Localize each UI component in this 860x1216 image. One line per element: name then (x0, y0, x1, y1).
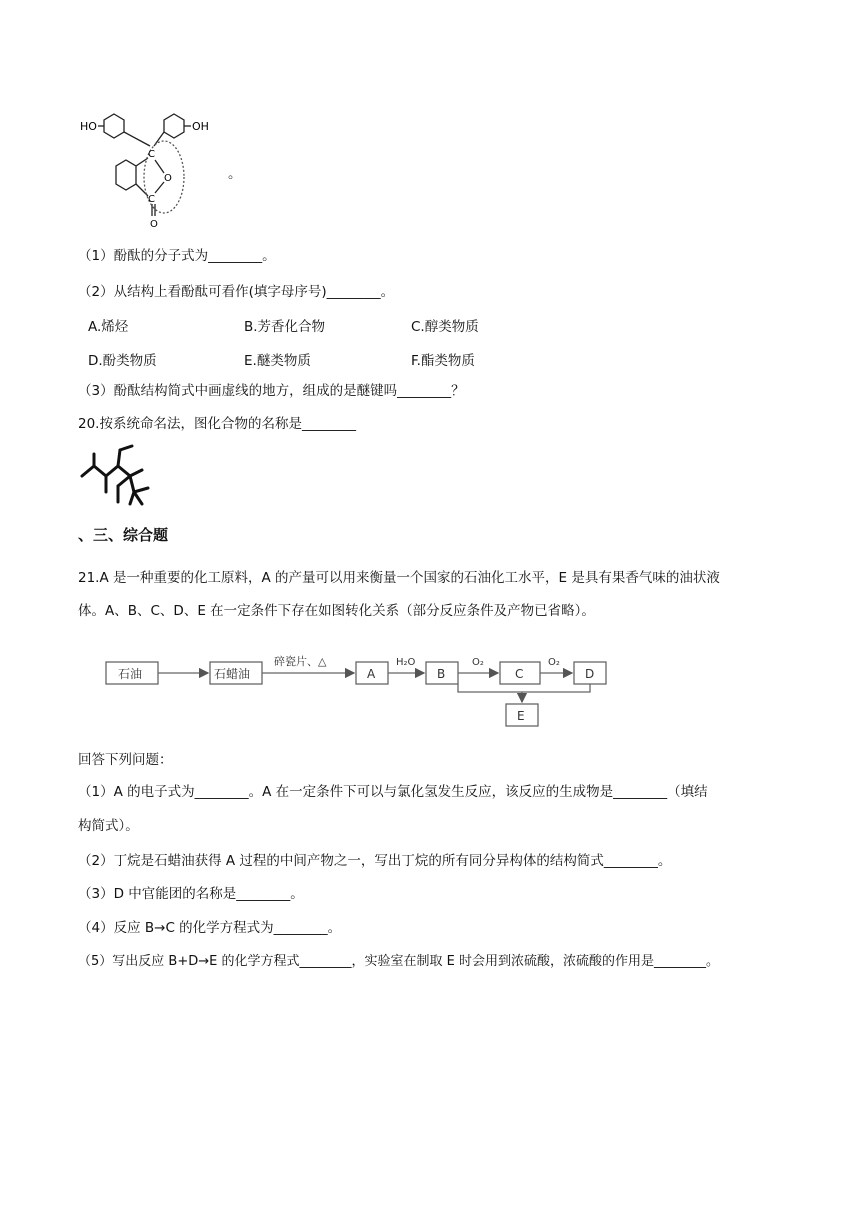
box-b-label: B (437, 667, 446, 681)
box-a-label: A (367, 667, 376, 681)
q21-sub1-line2: 构简式）。 (78, 818, 139, 834)
skeletal-formula (78, 442, 168, 510)
right-phenol-ring (164, 114, 184, 138)
q19-option-a: A.烯烃 (88, 319, 129, 335)
answer-prompt: 回答下列问题： (78, 752, 173, 768)
q19-option-c: C.醇类物质 (411, 319, 479, 335)
left-phenol-ring (104, 114, 124, 138)
water-condition: H₂O (396, 657, 416, 668)
oh-label: OH (192, 120, 209, 133)
q21-intro-line1: 21.A 是一种重要的化工原料，A 的产量可以用来衡量一个国家的石油化工水平，E 是具有果香气味的油状液 (78, 570, 720, 586)
benzo-ring (116, 160, 136, 190)
q19-option-f: F.酯类物质 (411, 353, 475, 369)
q19-part2: （2）从结构上看酚酞可看作(填字母序号)________。 (78, 284, 395, 300)
box-paraffin-label: 石蜡油 (214, 667, 251, 681)
q19-option-e: E.醚类物质 (244, 353, 311, 369)
q20-text: 20.按系统命名法，图化合物的名称是________ (78, 416, 356, 432)
atom-c-top: C (148, 149, 155, 160)
q21-sub4: （4）反应 B→C 的化学方程式为________。 (78, 920, 342, 936)
q21-sub5: （5）写出反应 B+D→E 的化学方程式________，实验室在制取 E 时会用到浓硫酸，浓硫酸的作用是________。 (78, 954, 719, 969)
cracking-condition: 碎瓷片、△ (274, 655, 327, 668)
q21-sub3: （3）D 中官能团的名称是________。 (78, 886, 304, 902)
ho-label: HO (80, 120, 97, 133)
box-c-label: C (515, 667, 524, 681)
q19-option-d: D.酚类物质 (88, 353, 157, 369)
atom-o-carbonyl: O (150, 219, 158, 230)
atom-o: O (164, 173, 172, 184)
box-e-label: E (517, 709, 525, 723)
structure-trailing-mark: 。 (228, 166, 242, 182)
oxygen-condition-1: O₂ (472, 657, 484, 668)
oxygen-condition-2: O₂ (548, 657, 560, 668)
reaction-flow-diagram (100, 652, 620, 730)
phenolphthalein-structure (78, 108, 248, 233)
q21-intro-line2: 体。A、B、C、D、E 在一定条件下存在如图转化关系（部分反应条件及产物已省略）。 (78, 603, 595, 619)
q21-sub2: （2）丁烷是石蜡油获得 A 过程的中间产物之一，写出丁烷的所有同分异构体的结构简式________。 (78, 853, 672, 869)
q19-option-b: B.芳香化合物 (244, 319, 326, 335)
atom-c-bottom: C (148, 194, 155, 205)
box-petroleum-label: 石油 (118, 667, 143, 681)
q19-part1: （1）酚酞的分子式为________。 (78, 248, 276, 264)
q19-part3: （3）酚酞结构简式中画虚线的地方，组成的是醚键吗________？ (78, 383, 465, 399)
box-d-label: D (585, 667, 595, 681)
section-heading: 、三、综合题 (78, 526, 169, 544)
q21-sub1-line1: （1）A 的电子式为________。A 在一定条件下可以与氯化氢发生反应，该反应的生成物是________（填结 (78, 784, 708, 800)
